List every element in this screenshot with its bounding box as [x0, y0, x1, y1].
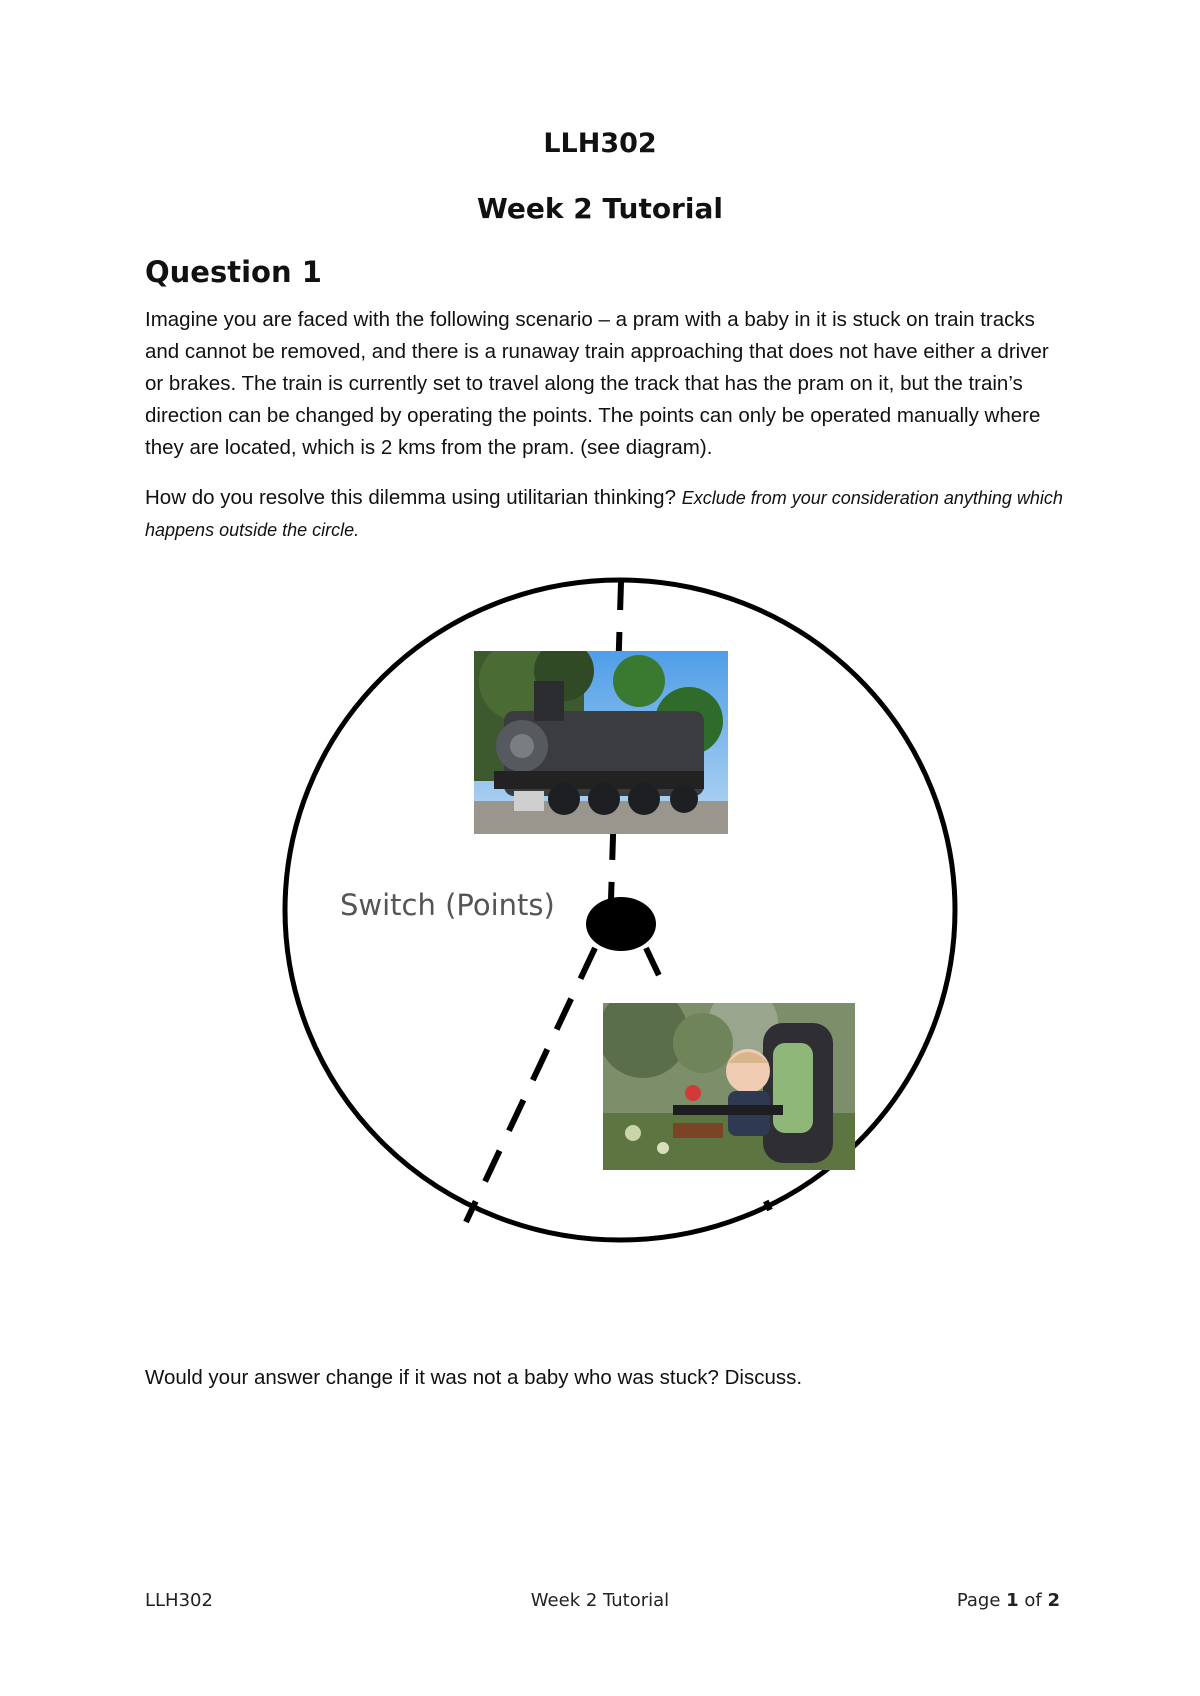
question-heading: Question 1: [145, 255, 322, 289]
page-total: 2: [1047, 1590, 1060, 1611]
switch-points-dot: [586, 897, 656, 951]
page-current: 1: [1006, 1590, 1019, 1611]
course-code: LLH302: [543, 128, 657, 159]
baby-in-pram-photo: [603, 1003, 855, 1170]
footer-course-code: LLH302: [145, 1590, 213, 1611]
followup-question-paragraph: Would your answer change if it was not a baby who was stuck? Discuss.: [145, 1366, 803, 1389]
exclusion-note: Exclude from your consideration anything which happens outside the circle.: [145, 488, 1063, 540]
utilitarian-question-text: How do you resolve this dilemma using utilitarian thinking?: [145, 486, 676, 509]
utilitarian-question-paragraph: [145, 482, 1070, 546]
footer-title: Week 2 Tutorial: [530, 1590, 670, 1611]
left-branch-track-dashed: [466, 948, 595, 1222]
switch-label: Switch (Points): [340, 888, 555, 922]
steam-locomotive-photo: [474, 651, 728, 834]
scenario-paragraph: Imagine you are faced with the following scenario – a pram with a baby in it is stuck on train tracks and cannot be removed, and there is a runaway train approaching that does not have either a driver or brakes. The train is currently set to travel along the track that has the pram on it, but the train’s direction can be changed by operating the points. The points can only be operated manually where they are located, which is 2 kms from the pram. (see diagram).: [145, 308, 1049, 459]
document-title: Week 2 Tutorial: [477, 192, 723, 225]
page-prefix: Page: [956, 1590, 1007, 1611]
page-of: of: [1018, 1590, 1048, 1611]
footer-page-number: [957, 1590, 1060, 1611]
